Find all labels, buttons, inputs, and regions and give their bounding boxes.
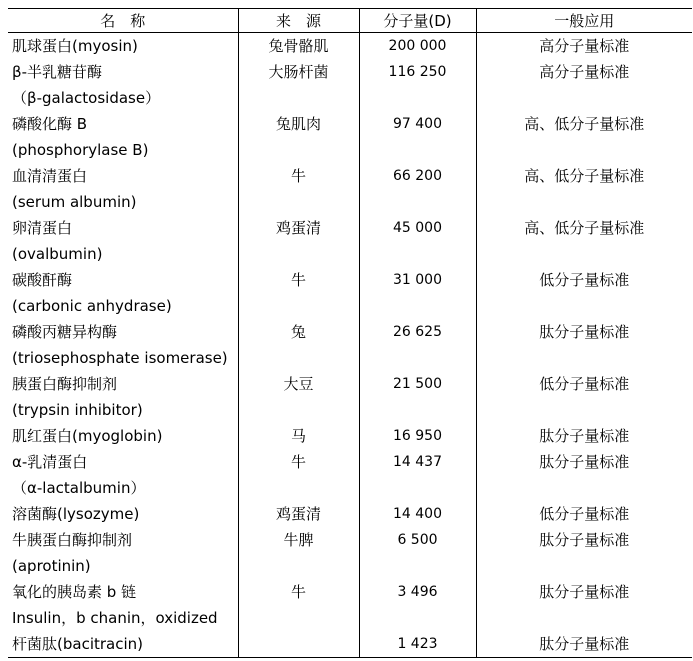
protein-name: 磷酸化酶 B xyxy=(12,115,88,133)
application-cell: 低分子量标准 xyxy=(476,371,692,423)
molecular-weight-standards-table xyxy=(8,8,692,658)
molecular-weight-cell: 66 200 xyxy=(359,163,476,215)
protein-name-cell xyxy=(8,631,238,658)
protein-name-english: Insulin，b chanin，oxidized xyxy=(12,609,218,627)
table-row xyxy=(8,111,692,163)
protein-name: 牛胰蛋白酶抑制剂 xyxy=(12,531,133,549)
table-body xyxy=(8,33,692,658)
protein-name: β-半乳糖苷酶 xyxy=(12,63,102,81)
source-cell: 牛 xyxy=(238,267,359,319)
protein-name: 碳酸酐酶 xyxy=(12,271,73,289)
protein-name-english: (triosephosphate isomerase) xyxy=(12,349,228,367)
table-row xyxy=(8,579,692,631)
source-cell: 兔骨骼肌 xyxy=(238,33,359,60)
application-cell: 肽分子量标准 xyxy=(476,579,692,631)
table-row xyxy=(8,423,692,449)
protein-name-english: (ovalbumin) xyxy=(12,245,103,263)
table-row xyxy=(8,215,692,267)
column-header-name: 名 称 xyxy=(8,9,238,33)
protein-name-cell xyxy=(8,579,238,631)
application-cell: 肽分子量标准 xyxy=(476,423,692,449)
source-cell: 兔 xyxy=(238,319,359,371)
source-cell: 大豆 xyxy=(238,371,359,423)
molecular-weight-cell: 45 000 xyxy=(359,215,476,267)
table-header-row xyxy=(8,9,692,33)
application-cell: 肽分子量标准 xyxy=(476,631,692,658)
protein-name-english: （α-lactalbumin） xyxy=(12,479,146,497)
protein-name-cell xyxy=(8,449,238,501)
source-cell: 鸡蛋清 xyxy=(238,501,359,527)
molecular-weight-cell: 14 437 xyxy=(359,449,476,501)
protein-name: 杆菌肽(bacitracin) xyxy=(12,635,143,653)
application-cell: 高、低分子量标准 xyxy=(476,215,692,267)
protein-name-english: (phosphorylase B) xyxy=(12,141,149,159)
table-row xyxy=(8,163,692,215)
molecular-weight-cell: 14 400 xyxy=(359,501,476,527)
source-cell: 马 xyxy=(238,423,359,449)
molecular-weight-cell: 31 000 xyxy=(359,267,476,319)
table-row xyxy=(8,319,692,371)
source-cell: 大肠杆菌 xyxy=(238,59,359,111)
protein-name-cell xyxy=(8,33,238,60)
table-row xyxy=(8,371,692,423)
protein-name-english: (aprotinin) xyxy=(12,557,91,575)
source-cell: 鸡蛋清 xyxy=(238,215,359,267)
protein-name: α-乳清蛋白 xyxy=(12,453,88,471)
table-row xyxy=(8,631,692,658)
protein-name-cell xyxy=(8,371,238,423)
protein-name: 血清清蛋白 xyxy=(12,167,88,185)
protein-name: 溶菌酶(lysozyme) xyxy=(12,505,140,523)
application-cell: 肽分子量标准 xyxy=(476,527,692,579)
molecular-weight-cell: 6 500 xyxy=(359,527,476,579)
application-cell: 高分子量标准 xyxy=(476,33,692,60)
source-cell: 牛 xyxy=(238,579,359,631)
source-cell: 兔肌肉 xyxy=(238,111,359,163)
protein-name-cell xyxy=(8,267,238,319)
protein-name-english: (carbonic anhydrase) xyxy=(12,297,172,315)
protein-name-cell xyxy=(8,423,238,449)
protein-name-cell xyxy=(8,163,238,215)
application-cell: 高分子量标准 xyxy=(476,59,692,111)
column-header-use: 一般应用 xyxy=(476,9,692,33)
protein-name-cell xyxy=(8,215,238,267)
table-row xyxy=(8,267,692,319)
molecular-weight-cell: 200 000 xyxy=(359,33,476,60)
column-header-mw: 分子量(D) xyxy=(359,9,476,33)
protein-name-english: (trypsin inhibitor) xyxy=(12,401,143,419)
application-cell: 低分子量标准 xyxy=(476,501,692,527)
protein-name-english: (serum albumin) xyxy=(12,193,137,211)
source-cell xyxy=(238,631,359,658)
protein-name: 磷酸丙糖异构酶 xyxy=(12,323,118,341)
molecular-weight-cell: 97 400 xyxy=(359,111,476,163)
protein-name: 肌红蛋白(myoglobin) xyxy=(12,427,163,445)
molecular-weight-cell: 1 423 xyxy=(359,631,476,658)
protein-name: 胰蛋白酶抑制剂 xyxy=(12,375,118,393)
application-cell: 高、低分子量标准 xyxy=(476,163,692,215)
application-cell: 低分子量标准 xyxy=(476,267,692,319)
table-row xyxy=(8,527,692,579)
molecular-weight-cell: 116 250 xyxy=(359,59,476,111)
molecular-weight-cell: 3 496 xyxy=(359,579,476,631)
protein-name: 氧化的胰岛素 b 链 xyxy=(12,583,137,601)
molecular-weight-cell: 26 625 xyxy=(359,319,476,371)
application-cell: 肽分子量标准 xyxy=(476,449,692,501)
protein-name-cell xyxy=(8,527,238,579)
protein-name: 肌球蛋白(myosin) xyxy=(12,37,138,55)
source-cell: 牛 xyxy=(238,163,359,215)
source-cell: 牛脾 xyxy=(238,527,359,579)
application-cell: 高、低分子量标准 xyxy=(476,111,692,163)
molecular-weight-cell: 16 950 xyxy=(359,423,476,449)
source-cell: 牛 xyxy=(238,449,359,501)
protein-name: 卵清蛋白 xyxy=(12,219,73,237)
protein-name-english: （β-galactosidase） xyxy=(12,89,161,107)
molecular-weight-cell: 21 500 xyxy=(359,371,476,423)
protein-name-cell xyxy=(8,111,238,163)
protein-name-cell xyxy=(8,319,238,371)
column-header-source: 来 源 xyxy=(238,9,359,33)
protein-name-cell xyxy=(8,501,238,527)
table-row xyxy=(8,449,692,501)
application-cell: 肽分子量标准 xyxy=(476,319,692,371)
table-row xyxy=(8,501,692,527)
table-row xyxy=(8,59,692,111)
protein-name-cell xyxy=(8,59,238,111)
table-row xyxy=(8,33,692,60)
